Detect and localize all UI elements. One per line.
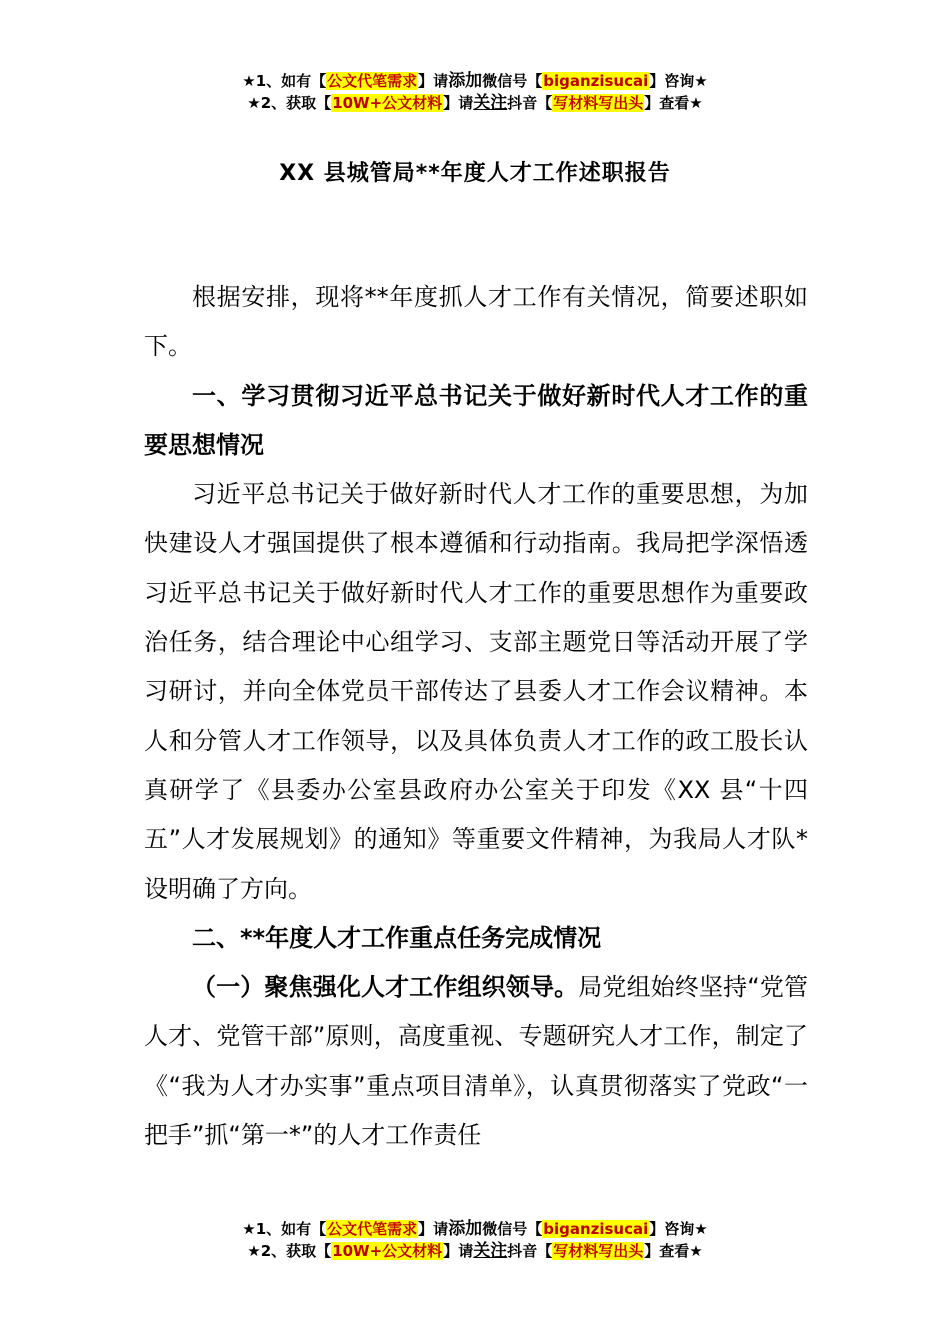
promo-highlight: biganzisucai (543, 72, 649, 90)
promo-highlight: 10W+公文材料 (332, 94, 443, 112)
promo-text: 】请 (443, 1242, 474, 1260)
promo-text: ★2、获取【 (247, 1242, 332, 1260)
promo-highlight: 写材料写出头 (553, 94, 644, 112)
section-2-item-1-paragraph (144, 963, 808, 1160)
intro-paragraph: 根据安排，现将**年度抓人才工作有关情况，简要述职如下。 (144, 283, 808, 361)
promo-text: 】查看★ (644, 94, 703, 112)
promo-line-1 (0, 1218, 950, 1240)
document-title: XX 县城管局**年度人才工作述职报告 (279, 161, 671, 186)
promo-text: 】咨询★ (649, 72, 708, 90)
promo-text: 抖音【 (507, 1242, 553, 1260)
promo-highlight: 公文代笔需求 (327, 1220, 418, 1238)
promo-text: ★1、如有【 (242, 1220, 327, 1238)
promo-highlight: biganzisucai (543, 1220, 649, 1238)
promo-banner-top (0, 70, 950, 114)
promo-highlight: 10W+公文材料 (332, 1242, 443, 1260)
document-body (144, 273, 808, 1160)
section-2-heading: 二、**年度人才工作重点任务完成情况 (192, 923, 602, 952)
section-1-paragraph: 习近平总书记关于做好新时代人才工作的重要思想，为加快建设人才强国提供了根本遵循和行动指南。我局把学深悟透习近平总书记关于做好新时代人才工作的重要思想作为重要政治任务，结合理论中心组学习、支部主题党日等活动开展了学习研讨，并向全体党员干部传达了县委人才工作会议精神。本人和分管人才工作领导，以及具体负责人才工作的政工股长认真研学了《县委办公室县政府办公室关于印发《XX 县“十四五”人才发展规划》的通知》等重要文件精神，为我局人才队*设明确了方向。 (144, 480, 808, 903)
promo-line-2 (0, 1240, 950, 1262)
promo-line-1 (0, 70, 950, 92)
promo-text: 】请 (418, 72, 449, 90)
promo-emphasis: 添加 (448, 71, 483, 91)
promo-text: ★2、获取【 (247, 94, 332, 112)
promo-text: 抖音【 (507, 94, 553, 112)
promo-highlight: 写材料写出头 (553, 1242, 644, 1260)
section-1-heading: 一、学习贯彻习近平总书记关于做好新时代人才工作的重要思想情况 (144, 381, 808, 459)
section-2-item-1-body: 局党组始终坚持“党管人才、党管干部”原则，高度重视、专题研究人才工作，制定了《“我为人才办实事”重点项目清单》，认真贯彻落实了党政“一把手”抓“第一*”的人才工作责任 (144, 973, 808, 1150)
promo-emphasis: 关注 (473, 1241, 508, 1261)
promo-text: 微信号【 (482, 1220, 543, 1238)
promo-emphasis: 添加 (448, 1219, 483, 1239)
promo-text: 】咨询★ (649, 1220, 708, 1238)
promo-line-2 (0, 92, 950, 114)
promo-text: 】请 (443, 94, 474, 112)
promo-text: 】请 (418, 1220, 449, 1238)
promo-banner-bottom (0, 1218, 950, 1262)
section-2-item-1-lead: （一）聚焦强化人才工作组织领导。 (192, 973, 579, 1002)
promo-text: ★1、如有【 (242, 72, 327, 90)
promo-emphasis: 关注 (473, 93, 508, 113)
promo-highlight: 公文代笔需求 (327, 72, 418, 90)
promo-text: 】查看★ (644, 1242, 703, 1260)
promo-text: 微信号【 (482, 72, 543, 90)
